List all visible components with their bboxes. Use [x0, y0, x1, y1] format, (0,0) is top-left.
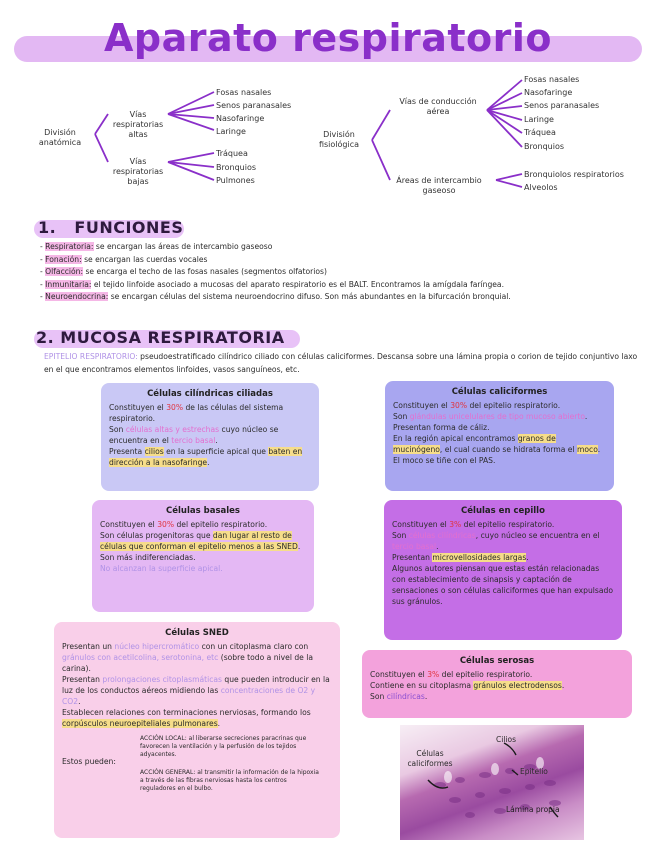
card-basales: Células basales Constituyen el 30% del epitelio respiratorio. Son células progenitoras que dan lugar al resto de células que conforman el epitelio menos a las SNED. Son más indiferenciadas. No alcanzan la superficie apical. [92, 500, 314, 612]
anatomica-root: División anatómica [38, 128, 82, 147]
bajas-item: Pulmones [216, 176, 255, 185]
card-sned: Células SNED Presentan un núcleo hipercromático con un citoplasma claro con gránulos con acetilcolina, serotonina, etc (sobre todo a nivel de la carina). Presentan prolongaciones citoplasmáticas que pueden introducir en la luz de los conductos aéreos midiendo las concentraciones de O2 y CO2. Establecen relaciones con terminaciones nerviosas, formando los corpúsculos neuroepiteliales pulmonares. Estos pueden: ACCIÓN LOCAL: al liberarse secreciones paracrinas que favorecen la ventilación y la perfusión de los tejidos adyacentes. ACCIÓN GENERAL: al transmitir la información de la hipoxia a través de las fibras nerviosas hasta los centros reguladores en el bulbo. [54, 622, 340, 838]
mucosa-heading: 2. MUCOSA RESPIRATORIA [36, 328, 285, 347]
conduccion-item: Laringe [524, 115, 554, 124]
conduccion-label: Vías de conducción aérea [399, 97, 477, 116]
micrograph-label-epitelio: Epitelio [520, 767, 548, 776]
micrograph-label-lamina: Lámina propia [506, 805, 560, 814]
conduccion-item: Tráquea [524, 128, 556, 137]
conduccion-item: Fosas nasales [524, 75, 580, 84]
altas-item: Fosas nasales [216, 88, 272, 97]
intercambio-item: Bronquiolos respiratorios [524, 170, 624, 179]
funciones-list [40, 241, 646, 304]
mucosa-intro: EPITELIO RESPIRATORIO: pseudoestratificado cilíndrico ciliado con células caliciformes. Descansa sobre una lámina propia o corion de tejido conjuntivo laxo en el que encontramos elementos linfoides, vasos sanguíneos, etc. [44, 352, 638, 374]
micrograph-label-cilios: Cilios [496, 735, 516, 744]
intercambio-item: Alveolos [524, 183, 558, 192]
funcion-item: - Olfacción: se encarga el techo de las fosas nasales (segmentos olfatorios) [40, 267, 327, 276]
micrograph-texture [400, 725, 584, 840]
sned-accion-local: ACCIÓN LOCAL: al liberarse secreciones paracrinas que favorecen la ventilación y la perfusión de los tejidos adyacentes. [140, 735, 307, 758]
funcion-item: - Inmunitaria: el tejido linfoide asociado a mucosas del aparato respiratorio es el BALT. Encontramos la amígdala faríngea. [40, 279, 505, 289]
page-title: Aparato respiratorio [103, 16, 553, 60]
vias-altas-label: Vías respiratorias altas [112, 110, 164, 139]
bajas-item: Tráquea [216, 149, 248, 158]
vias-bajas-label: Vías respiratorias bajas [112, 157, 164, 186]
conduccion-item: Bronquios [524, 142, 564, 151]
fisiologica-root: División fisiológica [318, 130, 360, 149]
card-serosas: Células serosas Constituyen el 3% del epitelio respiratorio. Contiene en su citoplasma gránulos electrodensos. Son cilíndricas. [362, 650, 632, 718]
card-title: Células en cepillo [461, 506, 545, 516]
funciones-heading: 1. FUNCIONES [38, 218, 184, 237]
conduccion-item: Senos paranasales [524, 101, 600, 110]
micrograph-label-caliciformes: Células caliciformes [407, 749, 453, 768]
bajas-item: Bronquios [216, 163, 256, 172]
card-title: Células cilíndricas ciliadas [147, 389, 273, 399]
micrograph [400, 725, 584, 840]
card-title: Células caliciformes [451, 387, 548, 397]
altas-item: Laringe [216, 127, 246, 136]
sned-actions [62, 735, 332, 805]
card-ciliadas: Células cilíndricas ciliadas Constituyen el 30% de las células del sistema respiratorio. Son células altas y estrechas cuyo núcleo se encuentra en el tercio basal. Presenta cilios en la superficie apical que baten en dirección a la nasofaringe. [101, 383, 319, 491]
conduccion-item: Nasofaringe [524, 88, 573, 97]
card-caliciformes: Células caliciformes Constituyen el 30% del epitelio respiratorio. Son glándulas unicelulares de tipo mucoso abierto. Presentan forma de cáliz. En la región apical encontramos granos de mucinógeno, el cual cuando se hidrata forma el moco. El moco se tiñe con el PAS. [385, 381, 614, 491]
sned-accion-general: ACCIÓN GENERAL: al transmitir la información de la hipoxia a través de las fibras nerviosas hasta los centros reguladores en el bulbo. [140, 769, 319, 792]
altas-item: Senos paranasales [216, 101, 292, 110]
funcion-item: - Fonación: se encargan las cuerdas vocales [40, 254, 208, 264]
card-title: Células basales [166, 506, 240, 516]
intercambio-label: Áreas de intercambio gaseoso [396, 176, 482, 195]
sned-pueden-label: Estos pueden: [62, 757, 116, 766]
funcion-item: - Neuroendocrina: se encargan células del sistema neuroendocrino difuso. Son más abundantes en la bifurcación bronquial. [40, 292, 511, 301]
card-title: Células serosas [459, 656, 535, 666]
card-title: Células SNED [165, 628, 229, 638]
altas-item: Nasofaringe [216, 114, 265, 123]
funcion-item: - Respiratoria: se encargan las áreas de intercambio gaseoso [40, 242, 273, 251]
card-cepillo: Células en cepillo Constituyen el 3% del epitelio respiratorio. Son células cilíndricas, cuyo núcleo se encuentra en el tercio basal. Presentan microvellosidades largas. Algunos autores piensan que estas están relacionadas con establecimiento de sinapsis y captación de sensaciones o son células caliciformes que han expulsado sus gránulos. [384, 500, 622, 640]
